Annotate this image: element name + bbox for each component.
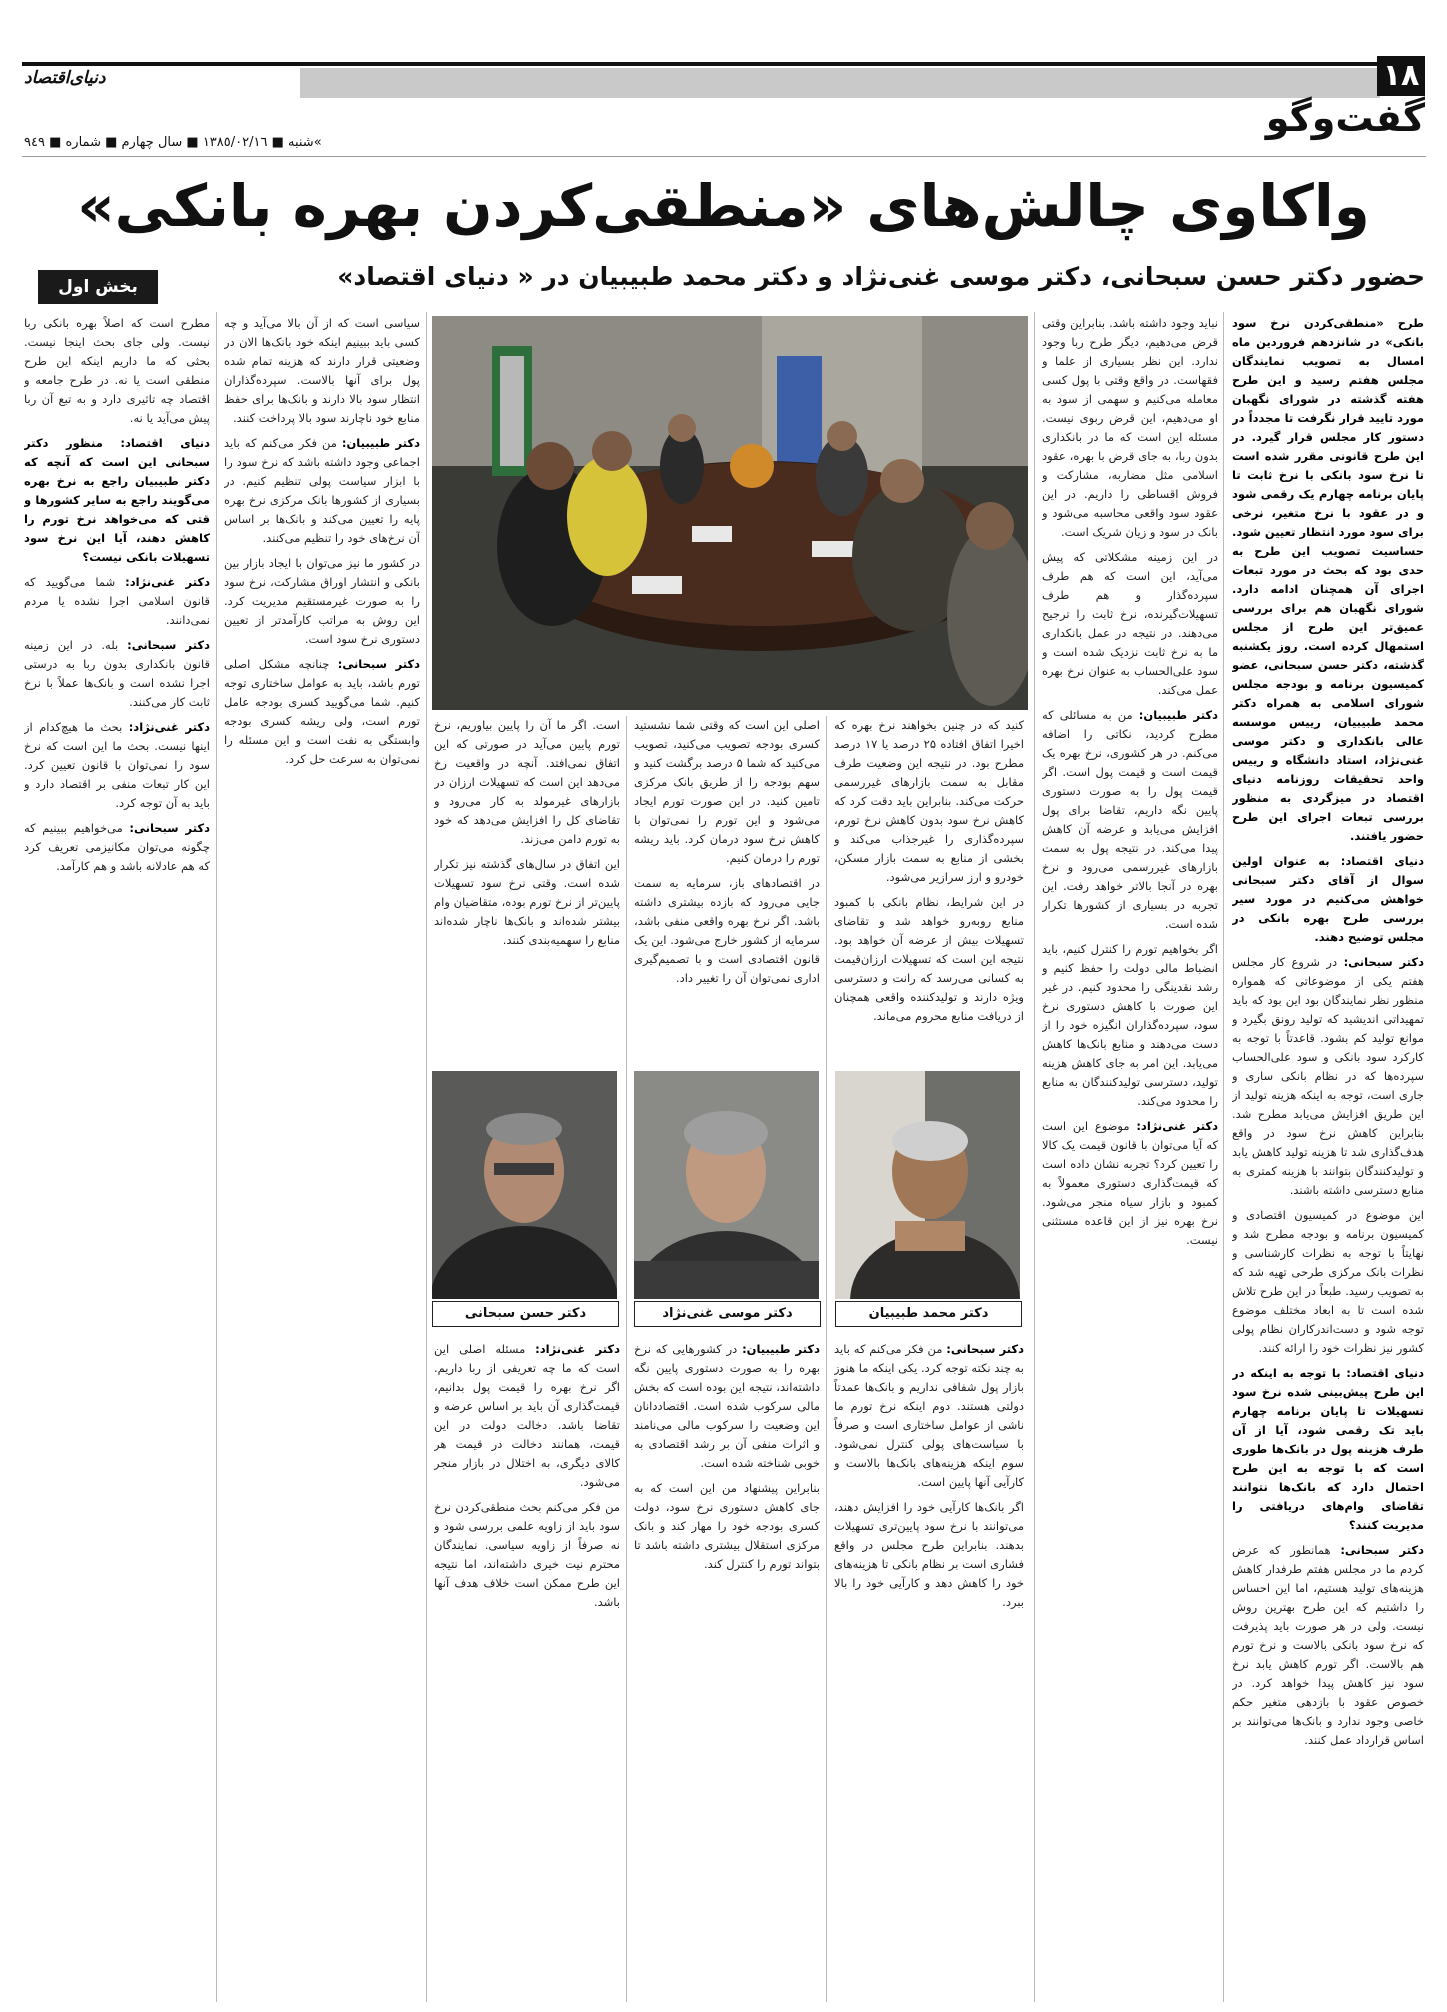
article-column-3 (834, 716, 1024, 1056)
speaker-label: دکتر سبحانی: (337, 657, 420, 671)
column-divider (826, 716, 827, 2002)
speaker-label: دکتر طبیبیان: (1138, 708, 1218, 722)
paragraph-text: اگر بانک‌ها کارآیی خود را افزایش دهند، می‌توانند با نرخ سود پایین‌تری تسهیلات بدهند. بنابراین طرح مجلس در واقع فشاری است بر نظام بانکی تا هزینه‌های خود را کاهش دهد و کارآیی خود را بالا ببرد. (834, 1500, 1024, 1609)
paragraph-text: در این زمینه مشکلاتی که پیش می‌آید، این است که هم طرف سپرده‌گذار و هم طرف تسهیلات‌گیرنده، نرخ ثابت را ترجیح می‌دهند. در نتیجه در عمل بانکداری ما به نرخ ثابت نزدیک شده است و سود علی‌الحساب به عنوان نرخ بهره عمل می‌کند. (1042, 550, 1218, 697)
section-title: گفت‌وگو (1265, 96, 1425, 140)
paragraph (1232, 953, 1424, 1200)
paragraph (24, 434, 210, 567)
article-column-5-lower (434, 1340, 620, 2000)
paragraph-text: سیاسی است که از آن بالا می‌آید و چه کسی باید ببینیم اینکه خود بانک‌ها الان در وضعیتی قرار دارند که هزینه تمام شده پول برای آنها بالاست. سپرده‌گذاران انتظار سود بالا دارند و بانک‌ها برای حفظ منابع خود ناچارند سود بالا پرداخت کنند. (224, 316, 420, 425)
paragraph-text: این موضوع در کمیسیون اقتصادی و کمیسیون برنامه و بودجه مطرح شد و نهایتاً با توجه به نظرات کارشناسی و نظرات بانک مرکزی طرحی تهیه شد که به تصویب رسید. طبعاً در این طرح تلاش شده است تا به ابعاد مختلف موضوع توجه شود و دست‌اندرکاران نظام پولی کشور نیز نظرات خود را ارائه کنند. (1232, 1208, 1424, 1355)
divider (22, 156, 1426, 157)
headline: واکاوی چالش‌های «منطقی‌کردن بهره بانکی» (77, 172, 1370, 240)
column-divider (426, 312, 427, 2002)
speaker-label: دکتر طبیبیان: (742, 1342, 820, 1356)
column-divider (626, 716, 627, 2002)
paragraph-text: در این شرایط، نظام بانکی با کمبود منابع روبه‌رو خواهد شد و تقاضای تسهیلات بیش از عرضه آن خواهد بود. نتیجه این است که تسهیلات ارزان‌قیمت به کسانی می‌رسد که رانت و دسترسی ویژه دارند و تولیدکننده واقعی همچنان از دریافت منابع محروم می‌ماند. (834, 895, 1024, 1023)
paragraph (24, 573, 210, 630)
speaker-label: دکتر سبحانی: (129, 821, 210, 835)
subheadline: حضور دکتر حسن سبحانی، دکتر موسی غنی‌نژاد و دکتر محمد طبیبیان در « دنیای اقتصاد» (337, 262, 1425, 291)
paragraph-text: بحث ما هیچ‌کدام از اینها نیست. بحث ما این است که نرخ سود را نمی‌توان با قانون تعیین کرد. این کار تبعات منفی بر اقتصاد دارد و باید به آن توجه کرد. (24, 720, 210, 810)
paragraph (24, 314, 210, 428)
roundtable-photo (432, 316, 1028, 710)
paragraph (434, 1340, 620, 1492)
paragraph (834, 893, 1024, 1026)
paragraph (1232, 314, 1424, 846)
paragraph-text: مطرح است که اصلاً بهره بانکی ربا نیست. ولی جای بحث اینجا نیست. بحثی که ما داریم اینکه این طرح منطقی است یا نه. در طرح جامعه و اقتصاد چه تاثیری دارد و به تبع آن ربا پیش می‌آید یا نه. (24, 316, 210, 425)
paragraph (434, 716, 620, 849)
paragraph (434, 1498, 620, 1612)
paragraph (1042, 548, 1218, 700)
column-divider (216, 312, 217, 2002)
portrait-sobhani (432, 1071, 617, 1299)
paragraph-text: مسئله اصلی این است که ما چه تعریفی از ربا داریم. اگر نرخ بهره را قیمت پول بدانیم، قیمت‌گذاری آن باید بر اساس عرضه و تقاضا باشد. دخالت دولت در این قیمت، همانند دخالت در قیمت هر کالای دیگری، به اختلال در بازار منجر می‌شود. (434, 1342, 620, 1489)
page-number: ١٨ (1377, 56, 1425, 96)
paragraph (634, 1479, 820, 1574)
paragraph-text: من به مسائلی که مطرح کردید، نکاتی را اضافه می‌کنم. در هر کشوری، نرخ بهره یک قیمت است و قیمت پول است. اگر قیمت پول را به صورت دستوری پایین نگه داریم، تقاضا برای پول افزایش می‌یابد و عرضه آن کاهش پیدا می‌کند. در نتیجه پول به سمت بازارهای غیررسمی می‌رود و نرخ بهره در آنجا بالاتر خواهد رفت. این تجربه در بسیاری از کشورها تکرار شده است. (1042, 708, 1218, 931)
article-column-4-lower (634, 1340, 820, 2000)
brand-logo: دنیای‌اقتصاد (24, 68, 106, 88)
speaker-label: دنیای اقتصاد: با توجه به اینکه در این طرح پیش‌بینی شده نرخ سود تسهیلات تا پایان برنامه چهارم باید تک رقمی شود، آیا از آن طرف هزینه پول در بانک‌ها طوری است که با توجه به این طرح احتمال دارد که بانک‌ها نتوانند تقاضای وام‌های دریافتی را مدیریت کنند؟ (1232, 1366, 1424, 1532)
speaker-label: دکتر غنی‌نژاد: (535, 1342, 620, 1356)
paragraph (24, 636, 210, 712)
article-column-3-lower (834, 1340, 1024, 2000)
speaker-label: دکتر سبحانی: (1343, 955, 1424, 969)
paragraph (1232, 852, 1424, 947)
paragraph-text: من فکر می‌کنم بحث منطقی‌کردن نرخ سود باید از زاویه علمی بررسی شود و نه صرفاً از زاویه سیاسی. نمایندگان محترم نیت خیری داشته‌اند، اما نتیجه این طرح ممکن است خلاف هدف آنها باشد. (434, 1500, 620, 1609)
speaker-label: دکتر طبیبیان: (341, 436, 420, 450)
paragraph-text: نباید وجود داشته باشد. بنابراین وقتی قرض می‌دهیم، دیگر طرح ربا وجود ندارد. این نظر بسیاری از علما و فقهاست. در واقع وقتی با پول کسی معامله می‌کنیم و سهمی از سود به او می‌دهیم، این قرض ربوی نیست. مسئله این است که ما در بانکداری بدون ربا، به جای قرض با بهره، عقود اسلامی مثل مضاربه، مشارکت و فروش اقساطی را داریم. در این عقود سود واقعی محاسبه می‌شود و بانک در سود و زیان شریک است. (1042, 316, 1218, 539)
paragraph-text: موضوع این است که آیا می‌توان با قانون قیمت یک کالا را تعیین کرد؟ تجربه نشان داده است که قیمت‌گذاری دستوری معمولاً به کمبود و بازار سیاه منجر می‌شود. نرخ بهره نیز از این قاعده مستثنی نیست. (1042, 1119, 1218, 1247)
speaker-label: طرح «منطقی‌کردن نرخ سود بانکی» در شانزدهم فروردین ماه امسال به تصویب نمایندگان مجلس هفتم رسید و این طرح هفته گذشته در شورای نگهبان مورد تایید قرار نگرفت تا مجدداً در دستور کار مجلس قرار گیرد. در این طرح قانونی مقرر شده است تا نرخ سود بانکی با نرخ ثابت تا پایان برنامه چهارم یک رقمی شود و در عقود با نرخ متغیر، نرخی برای سود مورد انتظار تعیین شود. حساسیت تصویب این طرح به حدی بود که بحث در مورد تبعات اجرای آن همچنان ادامه دارد. شورای نگهبان هم برای بررسی عمیق‌تر این طرح از مجلس استمهال کرده است. روز یکشنبه گذشته، دکتر حسن سبحانی، عضو کمیسیون برنامه و بودجه مجلس شورای اسلامی به همراه دکتر محمد طبیبیان، رییس موسسه عالی بانکداری و دکتر موسی غنی‌نژاد، استاد دانشگاه و رییس واحد تحقیقات روزنامه دنیای اقتصاد در میزگردی به منظور بررسی تبعات اجرای این طرح حضور یافتند. (1232, 316, 1424, 843)
article-column-7 (24, 314, 210, 1999)
paragraph (1232, 1206, 1424, 1358)
paragraph (834, 1498, 1024, 1612)
paragraph (24, 819, 210, 876)
article-column-4 (634, 716, 820, 1056)
paragraph-text: اگر بخواهیم تورم را کنترل کنیم، باید انضباط مالی دولت را حفظ کنیم و رشد نقدینگی را محدود کنیم. در غیر این صورت با کاهش دستوری نرخ سود، سپرده‌گذاران انگیزه خود را از دست می‌دهند و منابع بانک‌ها کاهش می‌یابد. این امر به جای کاهش هزینه تولید، دسترسی تولیدکنندگان به منابع را محدود می‌کند. (1042, 942, 1218, 1108)
article-column-1 (1232, 314, 1424, 1999)
photo-caption: دکتر محمد طبیبیان (835, 1301, 1022, 1327)
paragraph (1232, 1541, 1424, 1750)
paragraph-text: است. اگر ما آن را پایین بیاوریم، نرخ تورم پایین می‌آید در صورتی که این اتفاق نمی‌افتد. آنچه در واقعیت رخ می‌دهد این است که تسهیلات ارزان در بازارهای غیرمولد به کار می‌رود و تقاضای کل را افزایش می‌دهد که خود به تورم دامن می‌زند. (434, 718, 620, 846)
paragraph (634, 1340, 820, 1473)
paragraph-text: در کشور ما نیز می‌توان با ایجاد بازار بین بانکی و انتشار اوراق مشارکت، نرخ سود را به صورت غیرمستقیم مدیریت کرد. این روش به مراتب کارآمدتر از تعیین دستوری نرخ سود است. (224, 556, 420, 646)
paragraph-text: کنید که در چنین بخواهند نرخ بهره که اخیرا اتفاق افتاده ۲۵ درصد یا ۱۷ درصد مطرح بود. در نتیجه این وضعیت طرف مقابل به سمت بازارهای غیررسمی حرکت می‌کند. بنابراین باید دقت کرد که کاهش نرخ سود بدون کاهش نرخ تورم، سپرده‌گذاری را غیرجذاب می‌کند و بخشی از منابع به سمت بازار مسکن، خودرو و ارز سرازیر می‌شود. (834, 718, 1024, 884)
paragraph (1042, 706, 1218, 934)
paragraph-text: بله. در این زمینه قانون بانکداری بدون ربا به درستی اجرا نشده است و بانک‌ها عملاً با نرخ ثابت کار می‌کنند. (24, 638, 210, 709)
paragraph (434, 855, 620, 950)
speaker-label: دنیای اقتصاد: منظور دکتر سبحانی این است که آنچه که دکتر طبیبیان راجع به نرخ بهره می‌گویند راجع به سایر کشورها و قتی که می‌خواهد نرخ تورم را کاهش دهند، آیا این نرخ سود تسهیلات بانکی نیست؟ (24, 436, 210, 564)
paragraph-text: من فکر می‌کنم که باید اجماعی وجود داشته باشد که نرخ سود را با ابزار سیاست پولی تنظیم کنیم. در بسیاری از کشورها بانک مرکزی نرخ بهره پایه را تعیین می‌کند و بانک‌ها بر اساس آن نرخ‌های خود را تنظیم می‌کنند. (224, 436, 420, 545)
paragraph (224, 554, 420, 649)
paragraph-text: این اتفاق در سال‌های گذشته نیز تکرار شده است. وقتی نرخ سود تسهیلات پایین‌تر از نرخ تورم بوده، متقاضیان وام بیشتر شده‌اند و بانک‌ها ناچار شده‌اند منابع را سهمیه‌بندی کنند. (434, 857, 620, 947)
paragraph (224, 314, 420, 428)
paragraph-text: من فکر می‌کنم که باید به چند نکته توجه کرد. یکی اینکه ما هنوز بازار پول شفافی نداریم و بانک‌ها عمدتاً دولتی هستند. دوم اینکه نرخ تورم ما ناشی از عوامل ساختاری است و صرفاً با سیاست‌های پولی کنترل نمی‌شود. سوم اینکه هزینه‌های بانک‌ها بالاست و کارآیی آنها پایین است. (834, 1342, 1024, 1489)
paragraph-text: در اقتصادهای باز، سرمایه به سمت جایی می‌رود که بازده بیشتری داشته باشد. اگر نرخ بهره واقعی منفی باشد، سرمایه از کشور خارج می‌شود. این یک قانون اقتصادی است و با تصمیم‌گیری اداری نمی‌توان آن را تغییر داد. (634, 876, 820, 985)
paragraph (1232, 1364, 1424, 1535)
speaker-label: دکتر سبحانی: (946, 1342, 1024, 1356)
header-rule (22, 62, 1377, 66)
paragraph (224, 655, 420, 769)
speaker-label: دکتر غنی‌نژاد: (128, 720, 210, 734)
paragraph (24, 718, 210, 813)
paragraph-text: می‌خواهیم ببینیم که چگونه می‌توان مکانیزمی تعریف کرد که هم عادلانه باشد و هم کارآمد. (24, 821, 210, 873)
paragraph (834, 1340, 1024, 1492)
paragraph-text: در کشورهایی که نرخ بهره را به صورت دستوری پایین نگه داشته‌اند، نتیجه این بوده است که بخش مالی سرکوب شده است. اقتصاددانان این وضعیت را سرکوب مالی می‌نامند و اثرات منفی آن بر رشد اقتصادی به خوبی شناخته شده است. (634, 1342, 820, 1470)
speaker-label: دکتر سبحانی: (127, 638, 210, 652)
speaker-label: دکتر غنی‌نژاد: (125, 575, 210, 589)
column-divider (1034, 312, 1035, 2002)
paragraph (834, 716, 1024, 887)
paragraph-text: همانطور که عرض کردم ما در مجلس هفتم طرفدار کاهش هزینه‌های تولید هستیم، اما این احساس را داشتیم که این طرح بهترین روش نیست. ولی در هر صورت باید پذیرفت که نرخ سود بانکی بالاست و نرخ تورم هم بالاست. اگر تورم کاهش یابد نرخ سود نیز کاهش پیدا خواهد کرد. در خصوص عقود با بازدهی متغیر حکم خاصی وجود ندارد و بانک‌ها می‌توانند بر اساس قرارداد عمل کنند. (1232, 1543, 1424, 1747)
paragraph-text: اصلی این است که وقتی شما نشستید کسری بودجه تصویب می‌کنید، تصویب می‌کنید که شما ۵ درصد برگشت کنید و سهم بودجه را از طریق بانک مرکزی تامین کنید. در این صورت تورم ایجاد می‌شود و این تورم را نمی‌توان با کاهش نرخ سود درمان کرد. باید ریشه تورم را درمان کنیم. (634, 718, 820, 865)
paragraph (1042, 314, 1218, 542)
part-badge: بخش اول (38, 270, 158, 304)
speaker-label: دکتر سبحانی: (1340, 1543, 1424, 1557)
paragraph-text: بنابراین پیشنهاد من این است که به جای کاهش دستوری نرخ سود، دولت کسری بودجه خود را مهار کند و بانک مرکزی استقلال بیشتری داشته باشد تا بتواند تورم را کنترل کند. (634, 1481, 820, 1571)
photo-caption: دکتر موسی غنی‌نژاد (634, 1301, 821, 1327)
paragraph (634, 716, 820, 868)
article-column-5 (434, 716, 620, 1056)
portrait-tabibian (835, 1071, 1020, 1299)
article-column-2 (1042, 314, 1218, 1999)
paragraph-text: در شروع کار مجلس هفتم یکی از موضوعاتی که همواره منظور نظر نمایندگان بود این بود که باید تمهیداتی اندیشید که تولید رونق بگیرد و موانع تولید کم بشود. قاعدتاً با توجه به کارکرد سود بانکی و سود علی‌الحساب سپرده‌ها که در نظام بانکی ساری و جاری است، توجه به اینکه هزینه تولید از این طریق افزایش می‌یابد مطرح شد. بنابراین کاهش نرخ سود در واقع هدف‌گذاری شد تا هزینه تولید کاهش یابد و تولیدکنندگان بتوانند با هزینه کمتری به منابع دسترسی داشته باشند. (1232, 955, 1424, 1197)
article-column-6 (224, 314, 420, 1999)
paragraph (1042, 1117, 1218, 1250)
dateline: »شنبه ■ ١٣٨٥/٠٢/١٦ ■ سال چهارم ■ شماره ■ ٩٤٩ (24, 135, 322, 150)
section-band (300, 68, 1380, 98)
paragraph-text: چنانچه مشکل اصلی تورم باشد، باید به عوامل ساختاری توجه کنیم. شما می‌گویید کسری بودجه عامل تورم است، ولی ریشه کسری بودجه وابستگی به نفت است و این مسئله را نمی‌توان به سرعت حل کرد. (224, 657, 420, 766)
paragraph (224, 434, 420, 548)
paragraph (634, 874, 820, 988)
speaker-label: دنیای اقتصاد: به عنوان اولین سوال از آقای دکتر سبحانی خواهش می‌کنیم در مورد سیر بررسی طرح بهره بانکی در مجلس توضیح دهند. (1232, 854, 1424, 944)
speaker-label: دکتر غنی‌نژاد: (1136, 1119, 1218, 1133)
photo-caption: دکتر حسن سبحانی (432, 1301, 619, 1327)
column-divider (1223, 312, 1224, 2002)
portrait-ghaninejad (634, 1071, 819, 1299)
paragraph (1042, 940, 1218, 1111)
paragraph-text: شما می‌گویید که قانون اسلامی اجرا نشده یا مردم نمی‌دانند. (24, 575, 210, 627)
